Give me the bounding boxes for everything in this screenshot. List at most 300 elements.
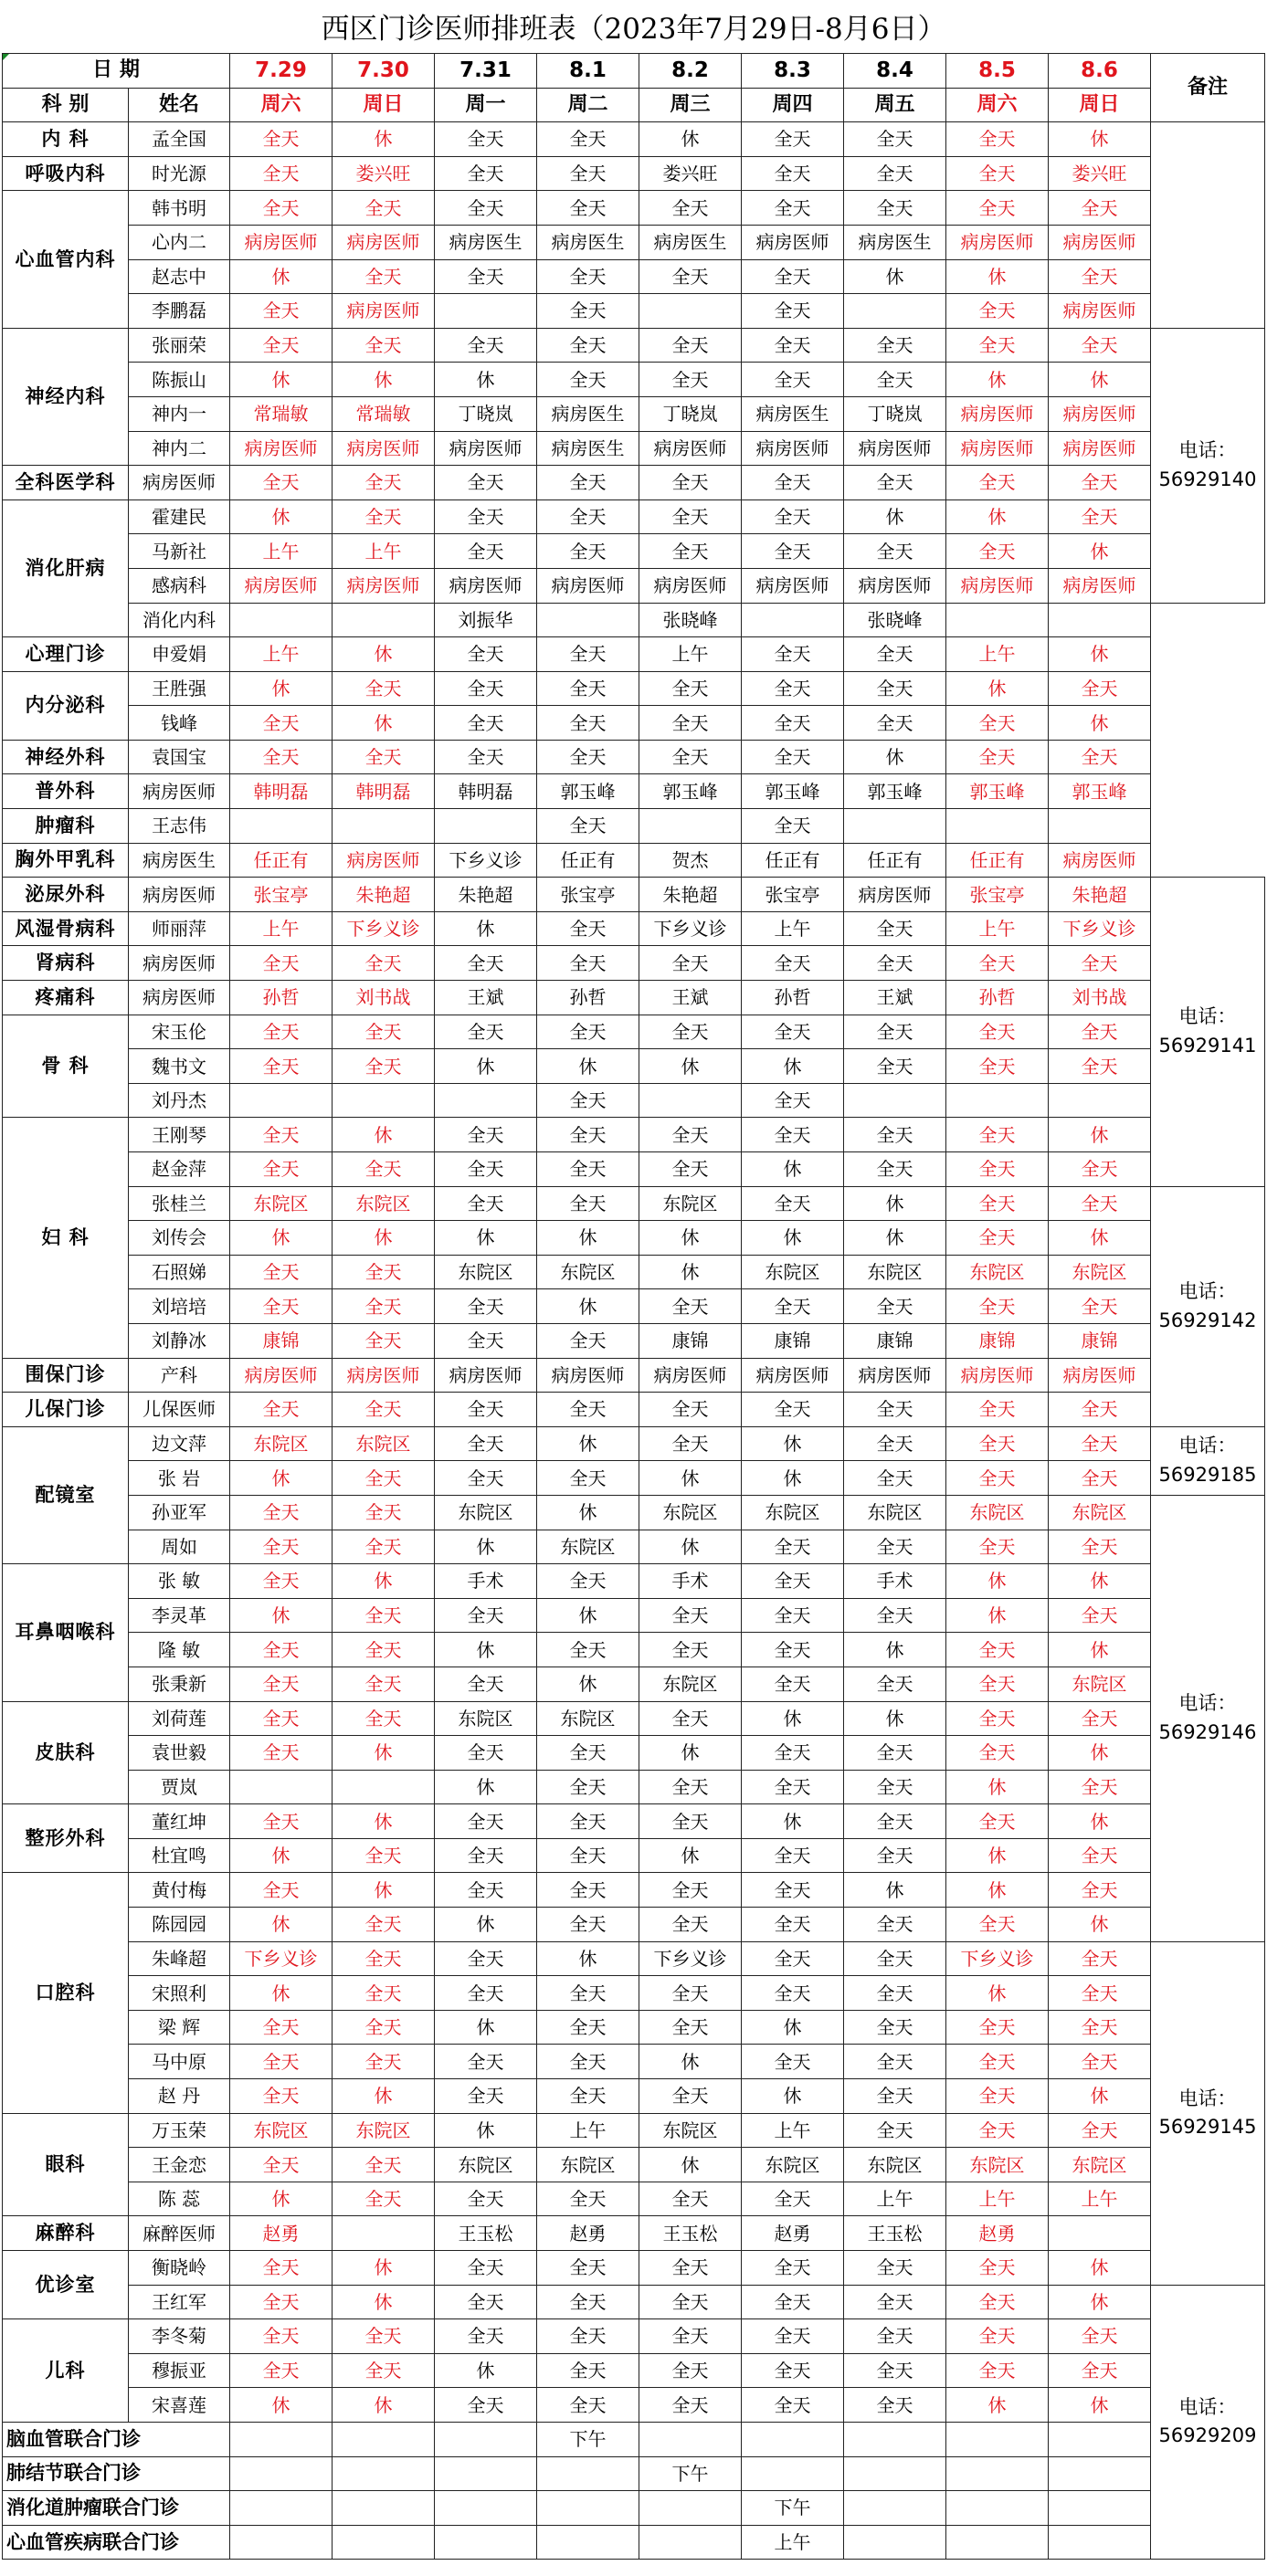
shift-cell: 休 — [844, 1873, 946, 1908]
table-row — [3, 946, 1265, 981]
doctor-name: 周如 — [129, 1530, 230, 1564]
doctor-name: 师丽萍 — [129, 911, 230, 946]
shift-cell: 全天 — [537, 1564, 639, 1599]
shift-cell: 休 — [333, 1873, 435, 1908]
shift-cell — [435, 2456, 537, 2491]
doctor-name: 马中原 — [129, 2045, 230, 2079]
shift-cell: 病房医师 — [844, 1358, 946, 1393]
date-7: 8.4 — [844, 54, 946, 89]
dept-cell: 儿科 — [3, 2319, 129, 2423]
shift-cell — [1049, 603, 1151, 637]
shift-cell: 全天 — [537, 156, 639, 191]
shift-cell: 王玉松 — [435, 2216, 537, 2251]
table-row — [3, 1667, 1265, 1701]
shift-cell: 全天 — [537, 2285, 639, 2319]
shift-cell: 全天 — [1049, 499, 1151, 534]
shift-cell: 全天 — [435, 637, 537, 672]
shift-cell: 全天 — [230, 1393, 333, 1427]
shift-cell: 病房医师 — [230, 431, 333, 466]
doctor-name: 张 敏 — [129, 1564, 230, 1599]
shift-cell: 东院区 — [639, 2113, 742, 2148]
shift-cell: 休 — [1049, 122, 1151, 157]
header-date-row — [3, 54, 1265, 89]
shift-cell: 全天 — [333, 1255, 435, 1289]
shift-cell: 全天 — [537, 2353, 639, 2388]
shift-cell — [1049, 2491, 1151, 2526]
shift-cell: 东院区 — [333, 1426, 435, 1461]
shift-cell: 全天 — [230, 1118, 333, 1152]
doctor-name: 张 岩 — [129, 1461, 230, 1496]
shift-cell: 休 — [230, 1461, 333, 1496]
shift-cell — [946, 2456, 1049, 2491]
shift-cell: 全天 — [742, 1941, 844, 1976]
shift-cell: 病房医师 — [742, 568, 844, 603]
doctor-name: 袁世毅 — [129, 1736, 230, 1771]
shift-cell: 全天 — [230, 156, 333, 191]
shift-cell: 全天 — [946, 328, 1049, 363]
doctor-name: 宋喜莲 — [129, 2388, 230, 2423]
shift-cell: 全天 — [537, 2388, 639, 2423]
doctor-name: 赵金萍 — [129, 1152, 230, 1187]
dept-cell: 神经外科 — [3, 740, 129, 774]
shift-cell: 全天 — [537, 706, 639, 741]
shift-cell: 病房医师 — [639, 1358, 742, 1393]
shift-cell — [946, 2491, 1049, 2526]
shift-cell — [230, 2491, 333, 2526]
shift-cell: 全天 — [435, 2045, 537, 2079]
shift-cell: 任正有 — [844, 843, 946, 878]
shift-cell: 全天 — [537, 637, 639, 672]
shift-cell: 休 — [230, 499, 333, 534]
shift-cell: 全天 — [230, 122, 333, 157]
shift-cell: 全天 — [742, 1976, 844, 2011]
shift-cell — [230, 1083, 333, 1118]
shift-cell: 全天 — [435, 1804, 537, 1839]
doctor-name: 陈振山 — [129, 363, 230, 397]
joint-clinic-row — [3, 2525, 1265, 2560]
shift-cell: 休 — [435, 363, 537, 397]
shift-cell: 全天 — [537, 466, 639, 500]
shift-cell: 王玉松 — [639, 2216, 742, 2251]
shift-cell: 全天 — [537, 499, 639, 534]
shift-cell: 全天 — [639, 1873, 742, 1908]
shift-cell: 病房医生 — [742, 396, 844, 431]
shift-cell: 全天 — [844, 363, 946, 397]
shift-cell: 全天 — [844, 1152, 946, 1187]
shift-cell: 全天 — [537, 1152, 639, 1187]
dept-cell: 内分泌科 — [3, 671, 129, 740]
dept-cell: 口腔科 — [3, 1873, 129, 2113]
table-row — [3, 2319, 1265, 2354]
shift-cell: 全天 — [742, 156, 844, 191]
shift-cell: 休 — [742, 1221, 844, 1256]
shift-cell: 病房医师 — [230, 225, 333, 259]
doctor-name: 袁国宝 — [129, 740, 230, 774]
shift-cell: 休 — [230, 2182, 333, 2216]
shift-cell: 全天 — [844, 1393, 946, 1427]
shift-cell: 休 — [435, 1770, 537, 1804]
shift-cell: 全天 — [435, 1289, 537, 1324]
doctor-name: 王刚琴 — [129, 1118, 230, 1152]
shift-cell: 休 — [639, 1255, 742, 1289]
shift-cell: 全天 — [639, 2182, 742, 2216]
table-row — [3, 328, 1265, 363]
shift-cell: 全天 — [742, 1667, 844, 1701]
shift-cell: 全天 — [435, 2285, 537, 2319]
doctor-name: 麻醉医师 — [129, 2216, 230, 2251]
shift-cell — [333, 603, 435, 637]
table-row — [3, 2388, 1265, 2423]
table-row — [3, 706, 1265, 741]
shift-cell: 全天 — [230, 294, 333, 329]
shift-cell: 休 — [946, 259, 1049, 294]
shift-cell: 休 — [639, 1838, 742, 1873]
phone-note: 电话：56929145 — [1151, 1941, 1265, 2285]
shift-cell: 全天 — [333, 2045, 435, 2079]
shift-cell: 休 — [435, 1221, 537, 1256]
shift-cell: 全天 — [639, 2251, 742, 2286]
shift-cell: 全天 — [844, 122, 946, 157]
shift-cell: 全天 — [537, 1908, 639, 1942]
shift-cell: 全天 — [639, 2319, 742, 2354]
shift-cell: 张晓峰 — [639, 603, 742, 637]
shift-cell: 病房医师 — [435, 431, 537, 466]
shift-cell: 全天 — [435, 1838, 537, 1873]
shift-cell: 全天 — [742, 534, 844, 569]
header-weekday-row — [3, 88, 1265, 122]
shift-cell: 全天 — [844, 2319, 946, 2354]
shift-cell: 全天 — [537, 363, 639, 397]
shift-cell: 全天 — [639, 1289, 742, 1324]
shift-cell: 全天 — [742, 2045, 844, 2079]
shift-cell — [230, 1770, 333, 1804]
shift-cell: 全天 — [435, 2079, 537, 2114]
doctor-name: 张桂兰 — [129, 1186, 230, 1221]
shift-cell: 休 — [230, 1976, 333, 2011]
shift-cell: 全天 — [537, 1736, 639, 1771]
shift-cell: 全天 — [844, 1736, 946, 1771]
doctor-name: 刘静冰 — [129, 1323, 230, 1358]
doctor-name: 王志伟 — [129, 809, 230, 844]
shift-cell: 全天 — [639, 2010, 742, 2045]
shift-cell: 全天 — [844, 466, 946, 500]
shift-cell — [946, 1083, 1049, 1118]
shift-cell: 全天 — [435, 1118, 537, 1152]
table-row — [3, 1221, 1265, 1256]
shift-cell: 休 — [946, 1976, 1049, 2011]
shift-cell: 任正有 — [537, 843, 639, 878]
shift-cell — [946, 603, 1049, 637]
shift-cell: 病房医师 — [1049, 225, 1151, 259]
shift-cell: 全天 — [742, 1289, 844, 1324]
schedule-table — [2, 53, 1265, 2560]
shift-cell: 全天 — [1049, 466, 1151, 500]
shift-cell: 任正有 — [742, 843, 844, 878]
dept-cell: 肾病科 — [3, 946, 129, 981]
shift-cell: 全天 — [1049, 1289, 1151, 1324]
shift-cell: 休 — [333, 1736, 435, 1771]
shift-cell: 全天 — [435, 1736, 537, 1771]
shift-cell: 休 — [537, 1289, 639, 1324]
shift-cell: 上午 — [639, 637, 742, 672]
shift-cell: 上午 — [946, 2182, 1049, 2216]
date-label: 日 期 — [3, 54, 230, 89]
shift-cell: 东院区 — [230, 1186, 333, 1221]
shift-cell: 全天 — [639, 1908, 742, 1942]
shift-cell: 全天 — [1049, 328, 1151, 363]
shift-cell: 全天 — [230, 740, 333, 774]
doctor-name: 感病科 — [129, 568, 230, 603]
shift-cell: 休 — [844, 740, 946, 774]
shift-cell: 全天 — [844, 1941, 946, 1976]
shift-cell: 全天 — [230, 2148, 333, 2182]
shift-cell: 任正有 — [230, 843, 333, 878]
shift-cell: 病房医生 — [844, 225, 946, 259]
phone-note: 电话：56929209 — [1151, 2285, 1265, 2560]
shift-cell: 全天 — [435, 1186, 537, 1221]
schedule-body — [3, 54, 1265, 2560]
shift-cell: 全天 — [333, 740, 435, 774]
doctor-name: 病房医师 — [129, 946, 230, 981]
table-row — [3, 1049, 1265, 1084]
shift-cell: 病房医生 — [537, 431, 639, 466]
shift-cell: 休 — [946, 1873, 1049, 1908]
table-row — [3, 1186, 1265, 1221]
table-row — [3, 363, 1265, 397]
doctor-name: 魏书文 — [129, 1049, 230, 1084]
table-row — [3, 1015, 1265, 1049]
shift-cell: 全天 — [333, 1667, 435, 1701]
shift-cell: 全天 — [946, 2113, 1049, 2148]
shift-cell: 休 — [333, 706, 435, 741]
shift-cell: 病房医师 — [333, 1358, 435, 1393]
shift-cell: 全天 — [946, 1633, 1049, 1667]
shift-cell: 全天 — [435, 191, 537, 226]
shift-cell: 病房医师 — [844, 431, 946, 466]
shift-cell: 康锦 — [946, 1323, 1049, 1358]
dept-cell: 心理门诊 — [3, 637, 129, 672]
shift-cell: 病房医师 — [333, 568, 435, 603]
table-row — [3, 2182, 1265, 2216]
shift-cell: 病房医师 — [1049, 431, 1151, 466]
weekday-2: 周日 — [333, 88, 435, 122]
shift-cell: 病房医师 — [946, 431, 1049, 466]
shift-cell: 全天 — [742, 706, 844, 741]
shift-cell: 全天 — [946, 1221, 1049, 1256]
shift-cell: 郭玉峰 — [1049, 774, 1151, 809]
shift-cell: 全天 — [537, 1461, 639, 1496]
doctor-name: 钱峰 — [129, 706, 230, 741]
shift-cell: 全天 — [435, 671, 537, 706]
shift-cell: 休 — [946, 1838, 1049, 1873]
shift-cell: 病房医师 — [333, 294, 435, 329]
shift-cell — [844, 2422, 946, 2456]
shift-cell: 娄兴旺 — [333, 156, 435, 191]
shift-cell: 全天 — [435, 1667, 537, 1701]
shift-cell: 全天 — [537, 1838, 639, 1873]
shift-cell — [333, 2491, 435, 2526]
shift-cell: 全天 — [844, 2113, 946, 2148]
table-row — [3, 1976, 1265, 2011]
shift-cell: 全天 — [537, 911, 639, 946]
page-title: 西区门诊医师排班表（2023年7月29日-8月6日） — [321, 12, 946, 46]
date-2: 7.30 — [333, 54, 435, 89]
shift-cell — [844, 2525, 946, 2560]
table-row — [3, 878, 1265, 912]
shift-cell: 全天 — [946, 1186, 1049, 1221]
shift-cell — [333, 2525, 435, 2560]
table-row — [3, 2079, 1265, 2114]
shift-cell: 休 — [946, 2388, 1049, 2423]
shift-cell: 东院区 — [537, 2148, 639, 2182]
table-row — [3, 1941, 1265, 1976]
shift-cell — [844, 1083, 946, 1118]
shift-cell: 休 — [1049, 2285, 1151, 2319]
shift-cell: 全天 — [1049, 1770, 1151, 1804]
weekday-9: 周日 — [1049, 88, 1151, 122]
shift-cell: 全天 — [1049, 1941, 1151, 1976]
shift-cell: 休 — [537, 1426, 639, 1461]
shift-cell — [537, 2456, 639, 2491]
shift-cell: 全天 — [435, 259, 537, 294]
shift-cell: 全天 — [844, 1804, 946, 1839]
shift-cell — [1049, 809, 1151, 844]
shift-cell: 全天 — [537, 122, 639, 157]
table-row — [3, 1633, 1265, 1667]
shift-cell: 全天 — [1049, 1461, 1151, 1496]
shift-cell: 休 — [230, 1221, 333, 1256]
shift-cell: 东院区 — [946, 2148, 1049, 2182]
table-row — [3, 843, 1265, 878]
shift-cell: 病房医师 — [333, 225, 435, 259]
shift-cell: 全天 — [946, 706, 1049, 741]
shift-cell: 全天 — [230, 2353, 333, 2388]
shift-cell: 全天 — [230, 946, 333, 981]
shift-cell: 上午 — [742, 2113, 844, 2148]
shift-cell: 全天 — [742, 2319, 844, 2354]
shift-cell: 东院区 — [1049, 2148, 1151, 2182]
shift-cell: 全天 — [946, 1530, 1049, 1564]
shift-cell: 全天 — [230, 1564, 333, 1599]
shift-cell: 全天 — [537, 1186, 639, 1221]
shift-cell: 下午 — [639, 2456, 742, 2491]
shift-cell: 全天 — [742, 328, 844, 363]
doctor-name: 刘丹杰 — [129, 1083, 230, 1118]
table-row — [3, 2045, 1265, 2079]
shift-cell: 全天 — [537, 946, 639, 981]
shift-cell: 休 — [230, 363, 333, 397]
shift-cell: 全天 — [333, 946, 435, 981]
shift-cell: 全天 — [844, 1049, 946, 1084]
joint-clinic-name: 脑血管联合门诊 — [3, 2422, 230, 2456]
table-row — [3, 1461, 1265, 1496]
shift-cell — [742, 603, 844, 637]
table-row — [3, 1393, 1265, 1427]
table-row — [3, 1770, 1265, 1804]
table-row — [3, 1426, 1265, 1461]
shift-cell: 全天 — [742, 809, 844, 844]
shift-cell — [844, 809, 946, 844]
shift-cell: 全天 — [844, 1908, 946, 1942]
weekday-1: 周六 — [230, 88, 333, 122]
notes-header: 备注 — [1151, 54, 1265, 122]
shift-cell: 休 — [639, 2045, 742, 2079]
shift-cell: 全天 — [1049, 2353, 1151, 2388]
shift-cell: 孙哲 — [946, 981, 1049, 1015]
shift-cell: 全天 — [230, 1633, 333, 1667]
name-label: 姓名 — [129, 88, 230, 122]
shift-cell: 全天 — [639, 363, 742, 397]
shift-cell — [333, 2216, 435, 2251]
shift-cell: 全天 — [639, 328, 742, 363]
shift-cell: 全天 — [946, 1393, 1049, 1427]
joint-clinic-row — [3, 2491, 1265, 2526]
doctor-name: 梁 辉 — [129, 2010, 230, 2045]
shift-cell: 全天 — [742, 1118, 844, 1152]
shift-cell: 东院区 — [742, 1495, 844, 1530]
shift-cell: 病房医师 — [333, 431, 435, 466]
shift-cell: 下乡义诊 — [946, 1941, 1049, 1976]
shift-cell: 休 — [1049, 637, 1151, 672]
shift-cell: 全天 — [844, 1770, 946, 1804]
doctor-name: 杜宜鸣 — [129, 1838, 230, 1873]
dept-cell: 疼痛科 — [3, 981, 129, 1015]
shift-cell: 上午 — [742, 2525, 844, 2560]
shift-cell: 全天 — [844, 2010, 946, 2045]
shift-cell: 休 — [844, 1186, 946, 1221]
shift-cell: 休 — [230, 671, 333, 706]
shift-cell: 全天 — [946, 1426, 1049, 1461]
shift-cell: 全天 — [435, 2319, 537, 2354]
shift-cell: 病房医生 — [639, 225, 742, 259]
shift-cell: 休 — [1049, 1804, 1151, 1839]
shift-cell — [333, 2422, 435, 2456]
shift-cell: 全天 — [844, 2045, 946, 2079]
shift-cell: 全天 — [844, 191, 946, 226]
doctor-name: 董红坤 — [129, 1804, 230, 1839]
shift-cell: 休 — [742, 2010, 844, 2045]
doctor-name: 韩书明 — [129, 191, 230, 226]
shift-cell — [435, 294, 537, 329]
doctor-name: 贾岚 — [129, 1770, 230, 1804]
table-row — [3, 396, 1265, 431]
shift-cell: 东院区 — [742, 1255, 844, 1289]
shift-cell: 全天 — [639, 740, 742, 774]
shift-cell: 休 — [333, 1221, 435, 1256]
shift-cell: 全天 — [333, 1530, 435, 1564]
shift-cell: 全天 — [742, 2285, 844, 2319]
shift-cell: 全天 — [230, 2285, 333, 2319]
shift-cell: 病房医师 — [1049, 294, 1151, 329]
doctor-name: 孙亚军 — [129, 1495, 230, 1530]
shift-cell: 休 — [844, 1633, 946, 1667]
shift-cell: 孙哲 — [742, 981, 844, 1015]
shift-cell: 上午 — [946, 911, 1049, 946]
shift-cell: 休 — [742, 1049, 844, 1084]
shift-cell: 王斌 — [435, 981, 537, 1015]
shift-cell: 休 — [639, 1221, 742, 1256]
doctor-name: 霍建民 — [129, 499, 230, 534]
shift-cell — [1049, 2525, 1151, 2560]
shift-cell: 休 — [1049, 2251, 1151, 2286]
shift-cell: 全天 — [1049, 1393, 1151, 1427]
shift-cell: 全天 — [742, 671, 844, 706]
shift-cell: 全天 — [230, 1049, 333, 1084]
shift-cell: 全天 — [230, 1289, 333, 1324]
table-row — [3, 1736, 1265, 1771]
shift-cell — [946, 809, 1049, 844]
shift-cell: 下午 — [537, 2422, 639, 2456]
